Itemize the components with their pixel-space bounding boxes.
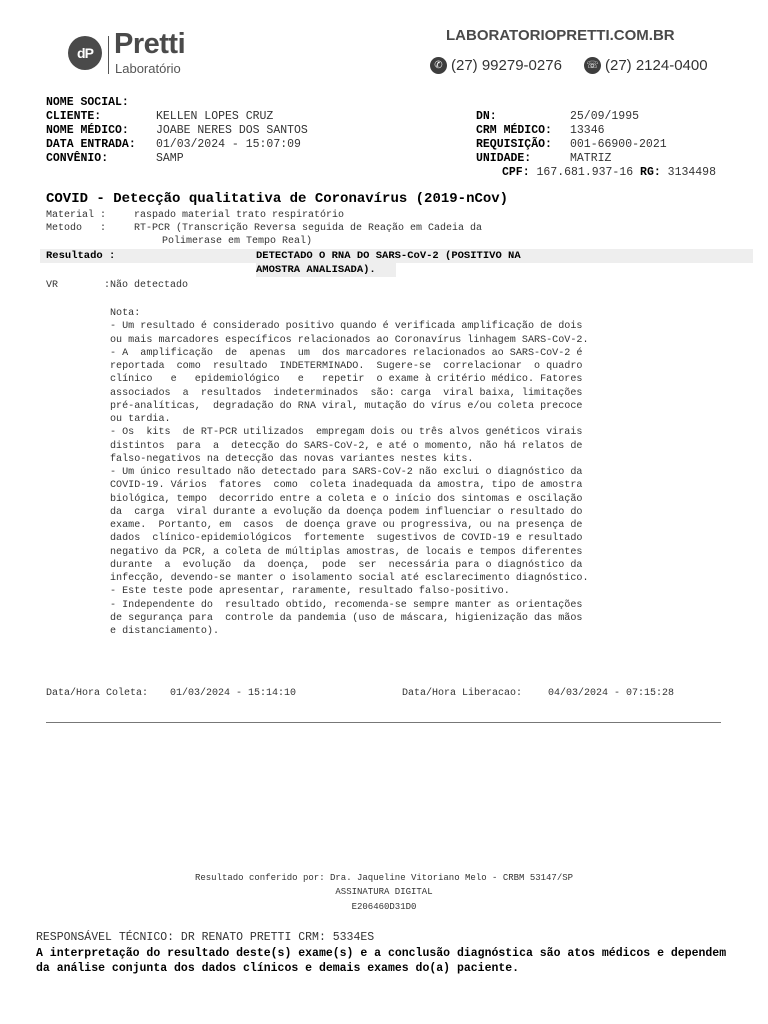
requisicao-value: 001-66900-2021 bbox=[570, 138, 667, 151]
cpf-rg-line bbox=[476, 166, 716, 179]
coleta-value: 01/03/2024 - 15:14:10 bbox=[170, 688, 297, 699]
logo-name: Pretti bbox=[114, 28, 186, 60]
liberacao-value: 04/03/2024 - 07:15:28 bbox=[548, 688, 675, 699]
website-link[interactable]: LABORATORIOPRETTI.COM.BR bbox=[446, 27, 675, 44]
signature-code: E206460D31D0 bbox=[351, 902, 417, 912]
medico-label: NOME MÉDICO: bbox=[46, 124, 129, 137]
phone-contact[interactable] bbox=[584, 57, 708, 74]
cpf-value: 167.681.937-16 bbox=[536, 166, 634, 179]
dn-label: DN: bbox=[476, 110, 497, 123]
cliente-label: CLIENTE: bbox=[46, 110, 102, 123]
liberacao-label: Data/Hora Liberacao: bbox=[402, 688, 523, 699]
medico-value: JOABE NERES DOS SANTOS bbox=[156, 124, 308, 137]
crm-label: CRM MÉDICO: bbox=[476, 124, 552, 137]
logo-subtitle: Laboratório bbox=[115, 61, 181, 76]
unidade-label: UNIDADE: bbox=[476, 152, 532, 165]
rg-value: 3134498 bbox=[667, 166, 716, 179]
phone-icon: ☏ bbox=[584, 57, 601, 74]
metodo-line2: Polimerase em Tempo Real) bbox=[162, 236, 313, 247]
cpf-label: CPF: bbox=[502, 166, 530, 179]
whatsapp-number: (27) 99279-0276 bbox=[451, 57, 562, 74]
dn-value: 25/09/1995 bbox=[570, 110, 640, 123]
material-value: raspado material trato respiratório bbox=[134, 210, 345, 221]
resultado-line1: DETECTADO O RNA DO SARS-CoV-2 (POSITIVO NA bbox=[256, 250, 521, 262]
divider bbox=[46, 722, 721, 723]
conferido-text: Resultado conferido por: Dra. Jaqueline Vitoriano Melo - CRBM 53147/SP bbox=[194, 873, 574, 883]
requisicao-label: REQUISIÇÃO: bbox=[476, 138, 552, 151]
entrada-value: 01/03/2024 - 15:07:09 bbox=[156, 138, 301, 151]
exam-title: COVID - Detecção qualitativa de Coronavírus (2019-nCov) bbox=[46, 191, 509, 207]
metodo-label: Metodo : bbox=[46, 223, 107, 234]
whatsapp-contact[interactable] bbox=[430, 57, 562, 74]
logo-divider bbox=[108, 36, 109, 74]
vr-value: :Não detectado bbox=[104, 280, 189, 291]
metodo-line1: RT-PCR (Transcrição Reversa seguida de Reação em Cadeia da bbox=[134, 223, 483, 234]
rg-label: RG: bbox=[640, 166, 661, 179]
whatsapp-icon: ✆ bbox=[430, 57, 447, 74]
convenio-value: SAMP bbox=[156, 152, 184, 165]
resultado-line2: AMOSTRA ANALISADA). bbox=[256, 264, 376, 276]
cliente-value: KELLEN LOPES CRUZ bbox=[156, 110, 274, 123]
coleta-label: Data/Hora Coleta: bbox=[46, 688, 149, 699]
phone-number: (27) 2124-0400 bbox=[605, 57, 708, 74]
disclaimer: A interpretação do resultado deste(s) exame(s) e a conclusão diagnóstica são atos médicos e dependem da análise conjunta dos dados clínicos e demais exames do(a) paciente. bbox=[36, 947, 727, 975]
exam-note: Nota: - Um resultado é considerado positivo quando é verificada amplificação de dois ou mais marcadores específicos relacionados ao Coronavírus linhagem SARS-CoV-2. - A amplificação de apenas um dos marcadores relacionados ao SARS-CoV-2 é reportada como resultado INDETERMINADO. Sugere-se correlacionar o quadro clínico e epidemiológico e repetir o exame à critério médico. Fatores associados a resultados indeterminados são: carga viral baixa, limitações pré-analíticas, degradação do RNA viral, mutação do vírus e/ou coleta precoce ou tardia. - Os kits de RT-PCR utilizados empregam dois ou três alvos genéticos virais distintos para a detecção do SARS-CoV-2, e até o momento, não há relatos de falso-negativos na detecção das novas variantes nestes kits. - Um único resultado não detectado para SARS-CoV-2 não exclui o diagnóstico da COVID-19. Vários fatores como coleta inadequada da amostra, tipo de amostra biológica, tempo decorrido entre a coleta e o início dos sintomas e oscilação da carga viral durante a evolução da doença podem influenciar o resultado do exame. Portanto, em casos de doença grave ou progressiva, ou na presença de dados clínico-epidemiológicos fortemente sugestivos de COVID-19 e resultado negativo da PCR, a coleta de múltiplas amostras, de locais e tempos diferentes durante a evolução da doença, pode ser necessária para o diagnóstico da infecção, devendo-se manter o isolamento social até esclarecimento diagnóstico. - Este teste pode apresentar, raramente, resultado falso-positivo. - Independente do resultado obtido, recomenda-se sempre manter as orientações de segurança para controle da pandemia (uso de máscara, higienização das mãos e distanciamento). bbox=[110, 308, 589, 637]
logo-icon: dP bbox=[68, 36, 102, 70]
unidade-value: MATRIZ bbox=[570, 152, 612, 165]
responsavel-tecnico: RESPONSÁVEL TÉCNICO: DR RENATO PRETTI CRM: 5334ES bbox=[36, 931, 375, 944]
resultado-label: Resultado : bbox=[46, 250, 116, 262]
material-label: Material : bbox=[46, 210, 107, 221]
assinatura-digital: ASSINATURA DIGITAL bbox=[335, 887, 433, 897]
vr-label: VR bbox=[46, 280, 59, 291]
crm-value: 13346 bbox=[570, 124, 605, 137]
entrada-label: DATA ENTRADA: bbox=[46, 138, 136, 151]
convenio-label: CONVÊNIO: bbox=[46, 152, 109, 165]
nome-social-label: NOME SOCIAL: bbox=[46, 96, 129, 109]
